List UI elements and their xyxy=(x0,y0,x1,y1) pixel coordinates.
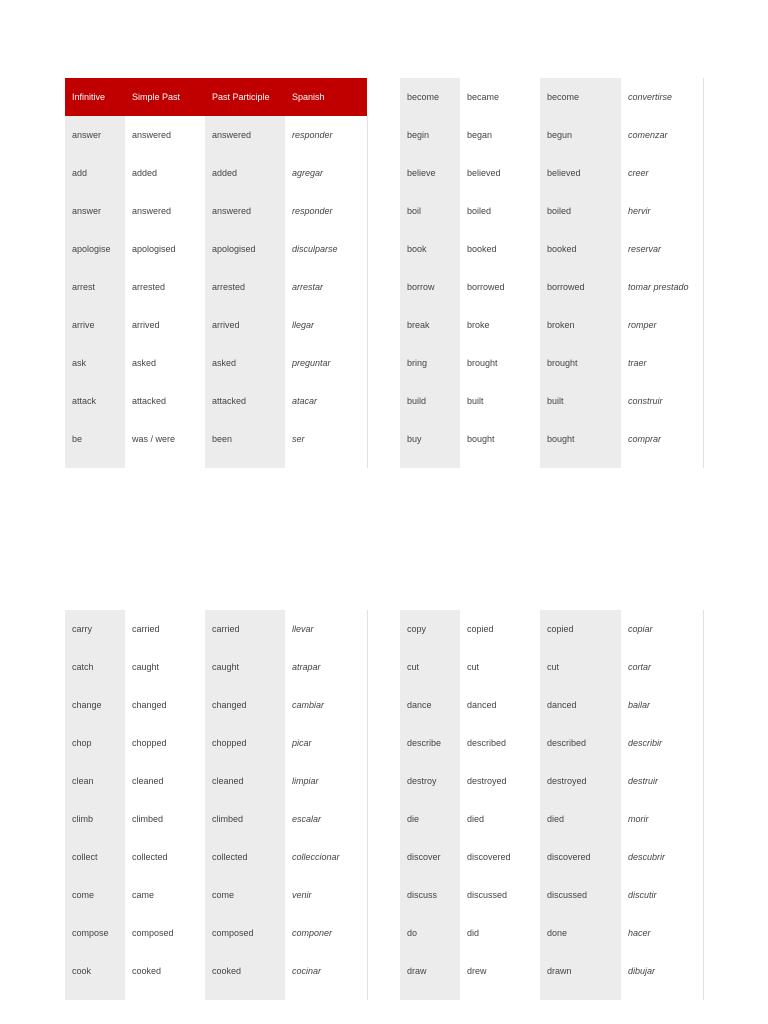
tail-cell xyxy=(400,990,460,1000)
spanish-cell: llegar xyxy=(285,306,367,344)
spanish-cell: atacar xyxy=(285,382,367,420)
infinitive-cell: compose xyxy=(65,914,125,952)
simple-past-cell: bought xyxy=(460,420,540,458)
spanish-cell: hervir xyxy=(621,192,703,230)
past-participle-cell: attacked xyxy=(205,382,285,420)
simple-past-cell: began xyxy=(460,116,540,154)
past-participle-cell: answered xyxy=(205,116,285,154)
infinitive-cell: catch xyxy=(65,648,125,686)
simple-past-cell: arrested xyxy=(125,268,205,306)
spanish-cell: construir xyxy=(621,382,703,420)
past-participle-cell: done xyxy=(540,914,621,952)
simple-past-cell: boiled xyxy=(460,192,540,230)
simple-past-cell: answered xyxy=(125,116,205,154)
table-tail xyxy=(65,990,367,1000)
infinitive-cell: change xyxy=(65,686,125,724)
infinitive-cell: arrest xyxy=(65,268,125,306)
infinitive-cell: attack xyxy=(65,382,125,420)
simple-past-cell: carried xyxy=(125,610,205,648)
simple-past-cell: attacked xyxy=(125,382,205,420)
header-simple-past: Simple Past xyxy=(125,78,205,116)
infinitive-cell: do xyxy=(400,914,460,952)
simple-past-cell: borrowed xyxy=(460,268,540,306)
table-row xyxy=(400,762,703,800)
tail-cell xyxy=(285,458,367,468)
simple-past-cell: built xyxy=(460,382,540,420)
table-row xyxy=(65,762,367,800)
spanish-cell: venir xyxy=(285,876,367,914)
simple-past-cell: drew xyxy=(460,952,540,990)
table-header-row xyxy=(65,78,367,116)
past-participle-cell: cooked xyxy=(205,952,285,990)
past-participle-cell: arrived xyxy=(205,306,285,344)
infinitive-cell: describe xyxy=(400,724,460,762)
past-participle-cell: brought xyxy=(540,344,621,382)
infinitive-cell: believe xyxy=(400,154,460,192)
infinitive-cell: draw xyxy=(400,952,460,990)
tail-cell xyxy=(125,458,205,468)
table-row xyxy=(400,724,703,762)
spanish-cell: componer xyxy=(285,914,367,952)
past-participle-cell: cut xyxy=(540,648,621,686)
infinitive-cell: copy xyxy=(400,610,460,648)
tail-cell xyxy=(65,990,125,1000)
infinitive-cell: apologise xyxy=(65,230,125,268)
spanish-cell: romper xyxy=(621,306,703,344)
table-row xyxy=(400,914,703,952)
simple-past-cell: was / were xyxy=(125,420,205,458)
past-participle-cell: climbed xyxy=(205,800,285,838)
tail-cell xyxy=(285,990,367,1000)
table-row xyxy=(400,192,703,230)
past-participle-cell: believed xyxy=(540,154,621,192)
table-row xyxy=(65,800,367,838)
spanish-cell: cocinar xyxy=(285,952,367,990)
simple-past-cell: collected xyxy=(125,838,205,876)
table-tail xyxy=(400,458,703,468)
table-row xyxy=(65,724,367,762)
infinitive-cell: add xyxy=(65,154,125,192)
table-row xyxy=(400,610,703,648)
table-row xyxy=(65,230,367,268)
header-spanish: Spanish xyxy=(285,78,367,116)
spanish-cell: reservar xyxy=(621,230,703,268)
spanish-cell: comprar xyxy=(621,420,703,458)
table-row xyxy=(400,268,703,306)
header-infinitive: Infinitive xyxy=(65,78,125,116)
past-participle-cell: arrested xyxy=(205,268,285,306)
table-row xyxy=(65,914,367,952)
infinitive-cell: discuss xyxy=(400,876,460,914)
spanish-cell: arrestar xyxy=(285,268,367,306)
spanish-cell: ser xyxy=(285,420,367,458)
tail-cell xyxy=(460,458,540,468)
verb-table-4 xyxy=(400,610,704,1000)
simple-past-cell: destroyed xyxy=(460,762,540,800)
simple-past-cell: broke xyxy=(460,306,540,344)
spanish-cell: responder xyxy=(285,116,367,154)
table-row xyxy=(65,116,367,154)
simple-past-cell: climbed xyxy=(125,800,205,838)
header-past-participle: Past Participle xyxy=(205,78,285,116)
table-row xyxy=(65,838,367,876)
simple-past-cell: cut xyxy=(460,648,540,686)
past-participle-cell: come xyxy=(205,876,285,914)
tail-cell xyxy=(205,458,285,468)
past-participle-cell: died xyxy=(540,800,621,838)
infinitive-cell: answer xyxy=(65,116,125,154)
simple-past-cell: cooked xyxy=(125,952,205,990)
spanish-cell: agregar xyxy=(285,154,367,192)
tail-cell xyxy=(205,990,285,1000)
infinitive-cell: build xyxy=(400,382,460,420)
simple-past-cell: became xyxy=(460,78,540,116)
tail-cell xyxy=(460,990,540,1000)
past-participle-cell: described xyxy=(540,724,621,762)
table-row xyxy=(400,230,703,268)
spanish-cell: atrapar xyxy=(285,648,367,686)
tail-cell xyxy=(540,990,621,1000)
infinitive-cell: book xyxy=(400,230,460,268)
past-participle-cell: asked xyxy=(205,344,285,382)
past-participle-cell: copied xyxy=(540,610,621,648)
table-row xyxy=(65,876,367,914)
verb-table-2 xyxy=(400,78,704,468)
past-participle-cell: boiled xyxy=(540,192,621,230)
infinitive-cell: come xyxy=(65,876,125,914)
tail-cell xyxy=(65,458,125,468)
simple-past-cell: added xyxy=(125,154,205,192)
past-participle-cell: broken xyxy=(540,306,621,344)
infinitive-cell: arrive xyxy=(65,306,125,344)
simple-past-cell: apologised xyxy=(125,230,205,268)
simple-past-cell: cleaned xyxy=(125,762,205,800)
infinitive-cell: break xyxy=(400,306,460,344)
table-row xyxy=(400,78,703,116)
simple-past-cell: answered xyxy=(125,192,205,230)
tail-cell xyxy=(621,990,703,1000)
table-row xyxy=(400,154,703,192)
spanish-cell: describir xyxy=(621,724,703,762)
table-row xyxy=(65,268,367,306)
table-row xyxy=(400,306,703,344)
table-row xyxy=(65,306,367,344)
infinitive-cell: boil xyxy=(400,192,460,230)
simple-past-cell: described xyxy=(460,724,540,762)
past-participle-cell: changed xyxy=(205,686,285,724)
spanish-cell: comenzar xyxy=(621,116,703,154)
past-participle-cell: danced xyxy=(540,686,621,724)
infinitive-cell: buy xyxy=(400,420,460,458)
spanish-cell: colleccionar xyxy=(285,838,367,876)
tail-cell xyxy=(621,458,703,468)
table-row xyxy=(400,116,703,154)
simple-past-cell: composed xyxy=(125,914,205,952)
spanish-cell: bailar xyxy=(621,686,703,724)
past-participle-cell: caught xyxy=(205,648,285,686)
simple-past-cell: copied xyxy=(460,610,540,648)
table-row xyxy=(400,382,703,420)
verb-table-3 xyxy=(65,610,368,1000)
infinitive-cell: dance xyxy=(400,686,460,724)
infinitive-cell: climb xyxy=(65,800,125,838)
table-row xyxy=(400,648,703,686)
simple-past-cell: arrived xyxy=(125,306,205,344)
spanish-cell: limpiar xyxy=(285,762,367,800)
infinitive-cell: discover xyxy=(400,838,460,876)
infinitive-cell: carry xyxy=(65,610,125,648)
spanish-cell: dibujar xyxy=(621,952,703,990)
infinitive-cell: destroy xyxy=(400,762,460,800)
past-participle-cell: cleaned xyxy=(205,762,285,800)
infinitive-cell: collect xyxy=(65,838,125,876)
spanish-cell: morir xyxy=(621,800,703,838)
infinitive-cell: borrow xyxy=(400,268,460,306)
spanish-cell: destruir xyxy=(621,762,703,800)
spanish-cell: traer xyxy=(621,344,703,382)
table-row xyxy=(400,420,703,458)
past-participle-cell: drawn xyxy=(540,952,621,990)
spanish-cell: hacer xyxy=(621,914,703,952)
simple-past-cell: danced xyxy=(460,686,540,724)
table-row xyxy=(65,648,367,686)
infinitive-cell: clean xyxy=(65,762,125,800)
spanish-cell: preguntar xyxy=(285,344,367,382)
simple-past-cell: discovered xyxy=(460,838,540,876)
spanish-cell: llevar xyxy=(285,610,367,648)
table-row xyxy=(65,154,367,192)
past-participle-cell: become xyxy=(540,78,621,116)
past-participle-cell: booked xyxy=(540,230,621,268)
past-participle-cell: answered xyxy=(205,192,285,230)
infinitive-cell: begin xyxy=(400,116,460,154)
simple-past-cell: believed xyxy=(460,154,540,192)
table-row xyxy=(65,610,367,648)
simple-past-cell: did xyxy=(460,914,540,952)
simple-past-cell: died xyxy=(460,800,540,838)
infinitive-cell: be xyxy=(65,420,125,458)
simple-past-cell: brought xyxy=(460,344,540,382)
simple-past-cell: caught xyxy=(125,648,205,686)
table-row xyxy=(65,382,367,420)
table-row xyxy=(65,420,367,458)
simple-past-cell: changed xyxy=(125,686,205,724)
past-participle-cell: apologised xyxy=(205,230,285,268)
table-tail xyxy=(65,458,367,468)
spanish-cell: responder xyxy=(285,192,367,230)
spanish-cell: cortar xyxy=(621,648,703,686)
past-participle-cell: added xyxy=(205,154,285,192)
infinitive-cell: ask xyxy=(65,344,125,382)
table-row xyxy=(400,838,703,876)
spanish-cell: disculparse xyxy=(285,230,367,268)
simple-past-cell: came xyxy=(125,876,205,914)
infinitive-cell: die xyxy=(400,800,460,838)
table-row xyxy=(65,344,367,382)
past-participle-cell: begun xyxy=(540,116,621,154)
spanish-cell: cambiar xyxy=(285,686,367,724)
table-row xyxy=(400,344,703,382)
infinitive-cell: become xyxy=(400,78,460,116)
simple-past-cell: booked xyxy=(460,230,540,268)
infinitive-cell: chop xyxy=(65,724,125,762)
past-participle-cell: built xyxy=(540,382,621,420)
past-participle-cell: destroyed xyxy=(540,762,621,800)
spanish-cell: descubrir xyxy=(621,838,703,876)
verb-table-1 xyxy=(65,78,368,468)
tail-cell xyxy=(400,458,460,468)
spanish-cell: convertirse xyxy=(621,78,703,116)
past-participle-cell: borrowed xyxy=(540,268,621,306)
past-participle-cell: discussed xyxy=(540,876,621,914)
spanish-cell: creer xyxy=(621,154,703,192)
table-row xyxy=(400,952,703,990)
infinitive-cell: cook xyxy=(65,952,125,990)
table-row xyxy=(400,686,703,724)
table-row xyxy=(400,800,703,838)
past-participle-cell: been xyxy=(205,420,285,458)
table-row xyxy=(65,192,367,230)
past-participle-cell: collected xyxy=(205,838,285,876)
past-participle-cell: discovered xyxy=(540,838,621,876)
past-participle-cell: bought xyxy=(540,420,621,458)
table-row xyxy=(65,686,367,724)
spanish-cell: tomar prestado xyxy=(621,268,703,306)
tail-cell xyxy=(125,990,205,1000)
table-row xyxy=(400,876,703,914)
past-participle-cell: carried xyxy=(205,610,285,648)
infinitive-cell: cut xyxy=(400,648,460,686)
past-participle-cell: chopped xyxy=(205,724,285,762)
simple-past-cell: asked xyxy=(125,344,205,382)
table-tail xyxy=(400,990,703,1000)
past-participle-cell: composed xyxy=(205,914,285,952)
spanish-cell: picar xyxy=(285,724,367,762)
simple-past-cell: discussed xyxy=(460,876,540,914)
tail-cell xyxy=(540,458,621,468)
simple-past-cell: chopped xyxy=(125,724,205,762)
table-row xyxy=(65,952,367,990)
infinitive-cell: bring xyxy=(400,344,460,382)
spanish-cell: escalar xyxy=(285,800,367,838)
spanish-cell: copiar xyxy=(621,610,703,648)
infinitive-cell: answer xyxy=(65,192,125,230)
spanish-cell: discutir xyxy=(621,876,703,914)
